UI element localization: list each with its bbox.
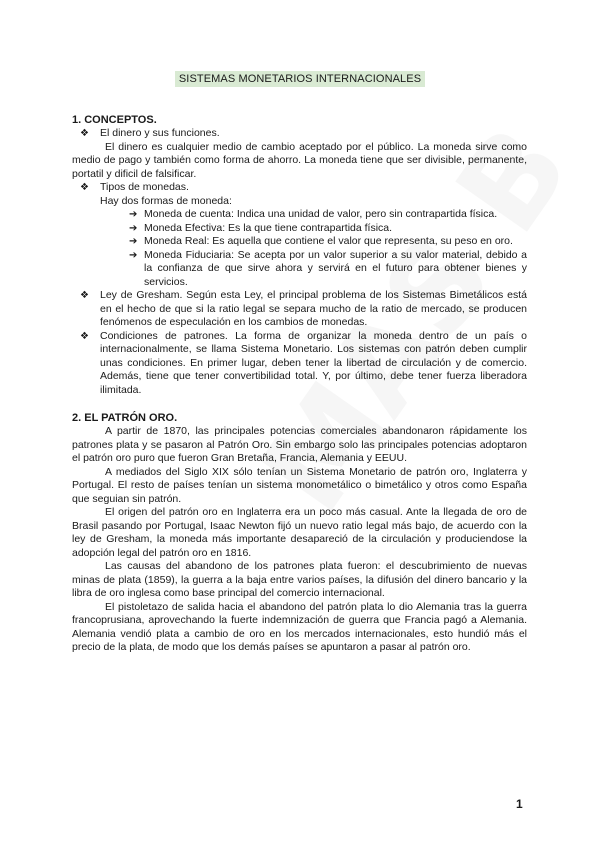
- arrow-bullet-icon: ➔: [129, 236, 138, 247]
- sub-bullet-item: [72, 235, 527, 249]
- bullet-label: El dinero y sus funciones.: [100, 127, 220, 139]
- sub-bullet-text: Moneda Real: Es aquella que contiene el valor que representa, su peso en oro.: [144, 235, 513, 247]
- sub-bullet-text: Moneda Efectiva: Es la que tiene contrapartida física.: [144, 221, 393, 234]
- diamond-bullet-icon: ❖: [80, 182, 89, 193]
- document-body: [72, 113, 527, 655]
- arrow-bullet-icon: ➔: [129, 249, 138, 261]
- sub-bullet-text: Moneda de cuenta: Indica una unidad de valor, pero sin contrapartida física.: [144, 208, 498, 220]
- paragraph: A mediados del Siglo XIX sólo tenían un Sistema Monetario de patrón oro, Inglaterra y Portugal. El resto de países tenían un sistema monometálico o bimetálico y otros como España que seguian sin patrón.: [72, 465, 527, 505]
- paragraph: El origen del patrón oro en Inglaterra era un poco más casual. Ante la llegada de oro de Brasil pasando por Portugal, Isaac Newton fijó un nuevo ratio legal más bajo, de acuerdo con la ley de Gresham, la moneda más importante desapareció de la circulación y produciendose la adopción legal del patrón oro en 1816.: [72, 506, 527, 559]
- bullet-item: [80, 181, 527, 195]
- paragraph: El pistoletazo de salida hacia el abandono del patrón plata lo dio Alemania tras la guerra francoprusiana, aprovechando la fuerte indemnización de guerra que Francia pagó a Alemania. Alemania vendió plata a cambio de oro en los mercados internacionales, esto hundió más el precio de la plata, de modo que los demás países se apuntaron a pasar al patrón oro.: [72, 600, 527, 653]
- sub-bullet-item: [72, 208, 527, 222]
- sub-bullet-item: [72, 249, 527, 290]
- sub-bullet-item: [72, 222, 527, 236]
- spacer: [72, 397, 527, 411]
- diamond-bullet-icon: ❖: [80, 290, 89, 301]
- diamond-bullet-icon: ❖: [80, 330, 89, 342]
- document-title: SISTEMAS MONETARIOS INTERNACIONALES: [175, 71, 425, 87]
- paragraph: El dinero es cualquier medio de cambio aceptado por el público. La moneda sirve como medio de pago y también como forma de ahorro. La moneda tiene que ser divisible, permanente, portatil y dificil de falsificar.: [72, 140, 527, 180]
- bullet-item: [80, 330, 527, 398]
- bullet-text: Ley de Gresham. Según esta Ley, el principal problema de los Sistemas Bimetálicos está en el hecho de que si la ratio legal se separa mucho de la ratio de mercado, se producen fenómenos de especulación en los cambios de monedas.: [100, 289, 527, 328]
- paragraph: Las causas del abandono de los patrones plata fueron: el descubrimiento de nuevas minas de plata (1859), la guerra a la baja entre varios países, la difusión del dinero bancario y la libra de oro inglesa como base principal del comercio internacional.: [72, 560, 527, 599]
- paragraph: Hay dos formas de moneda:: [100, 194, 232, 207]
- page-number: 1: [516, 797, 523, 811]
- bullet-item: [80, 127, 527, 141]
- title-container: [0, 69, 600, 87]
- bullet-text: Condiciones de patrones. La forma de organizar la moneda dentro de un país o internacionalmente, se llama Sistema Monetario. Los sistemas con patrón deben cumplir unas condiciones. En primer lugar, deben tener la libertad de circulación y de comercio. Además, tiene que tener convertibilidad total. Y, por último, debe tener fuerza liberadora ilimitada.: [100, 329, 527, 396]
- sub-bullet-text: Moneda Fiduciaria: Se acepta por un valor superior a su valor material, debido a la confianza de que sirve ahora y servirá en el futuro para obtener bienes y servicios.: [144, 248, 527, 288]
- diamond-bullet-icon: ❖: [80, 128, 89, 139]
- bullet-label: Tipos de monedas.: [100, 181, 189, 193]
- section-1-heading: 1. CONCEPTOS.: [72, 114, 157, 126]
- section-2-heading: 2. EL PATRÓN ORO.: [72, 412, 178, 424]
- arrow-bullet-icon: ➔: [129, 222, 138, 234]
- bullet-item: [80, 289, 527, 330]
- arrow-bullet-icon: ➔: [129, 209, 138, 220]
- paragraph: A partir de 1870, las principales potencias comerciales abandonaron rápidamente los patrones plata y se pasaron al Patrón Oro. Sin embargo solo las principales potencias adoptaron el patrón oro puro que fueron Gran Bretaña, Francia, Alemania y EEUU.: [72, 425, 527, 464]
